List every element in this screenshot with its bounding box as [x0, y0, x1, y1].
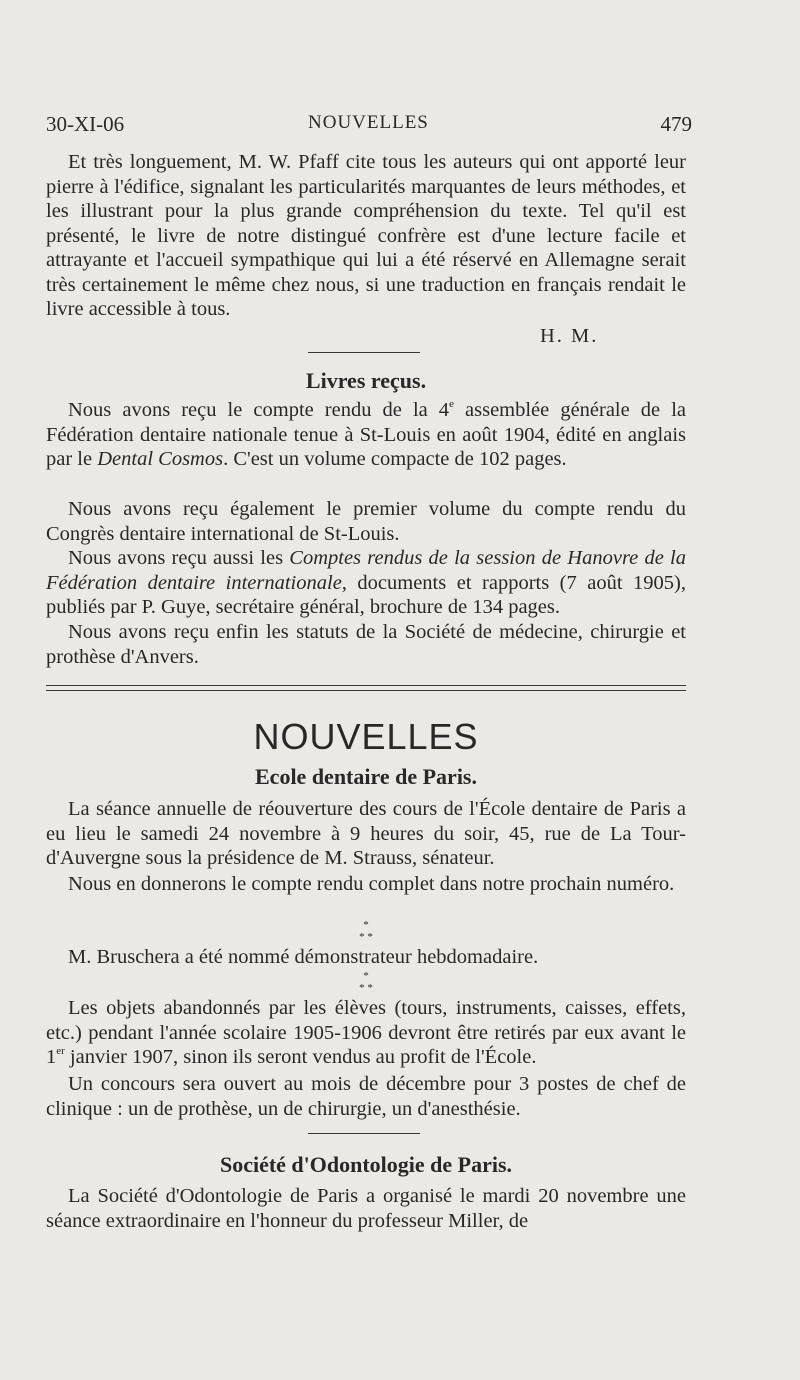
- asterism-bottom: * *: [359, 931, 373, 943]
- asterism-top: *: [363, 919, 369, 931]
- ecole-heading: Ecole dentaire de Paris.: [255, 764, 477, 789]
- livres-paragraph-3: Nous avons reçu aussi les Comptes rendus de la session de Hanovre de la Fédération dentaire internationale, documents et rapports (7 août 1905), publiés par P. Guye, secrétaire général, brochure de 134 pages.: [46, 547, 686, 618]
- ecole-paragraph-2: Nous en donnerons le compte rendu complet dans notre prochain numéro.: [68, 873, 675, 895]
- livres-paragraph-2: Nous avons reçu également le premier volume du compte rendu du Congrès dentaire international de St-Louis.: [46, 498, 686, 545]
- livres-paragraph-4: Nous avons reçu enfin les statuts de la Société de médecine, chirurgie et prothèse d'Anvers.: [46, 621, 686, 668]
- ecole-paragraph-1: La séance annuelle de réouverture des cours de l'École dentaire de Paris a eu lieu le samedi 24 novembre à 9 heures du soir, 45, rue de La Tour-d'Auvergne sous la présidence de M. Strauss, sénateur.: [46, 798, 686, 869]
- section-divider: [308, 352, 420, 353]
- bruschera-paragraph: M. Bruschera a été nommé démonstrateur hebdomadaire.: [68, 946, 539, 968]
- review-paragraph: Et très longuement, M. W. Pfaff cite tous les auteurs qui ont apporté leur pierre à l'édifice, signalant les particularités marquantes de leurs méthodes, et les illustrant pour la plus grande compréhension du texte. Tel qu'il est présenté, le livre de notre distingué confrère est d'une lecture facile et attrayante et l'accueil sympathique qui lui a été réservé en Allemagne serait très certainement le même chez nous, si une traduction en français rendait le livre accessible à tous.: [46, 151, 686, 320]
- page-number: 479: [660, 112, 692, 136]
- section-divider-2: [308, 1133, 420, 1134]
- asterism-top-2: *: [363, 970, 369, 982]
- objets-paragraph: Les objets abandonnés par les élèves (tours, instruments, caisses, effets, etc.) pendant l'année scolaire 1905-1906 devront être retirés par eux avant le 1er janvier 1907, sinon ils seront vendus au profit de l'École.: [46, 997, 686, 1068]
- societe-paragraph: La Société d'Odontologie de Paris a organisé le mardi 20 novembre une séance extraordinaire en l'honneur du professeur Miller, de: [46, 1185, 686, 1232]
- header-section: NOUVELLES: [308, 112, 429, 133]
- societe-heading: Société d'Odontologie de Paris.: [219, 1152, 513, 1177]
- author-signature: H. M.: [540, 325, 599, 347]
- livres-paragraph-1: Nous avons reçu le compte rendu de la 4e assemblée générale de la Fédération dentaire nationale tenue à St-Louis en août 1904, édité en anglais par le Dental Cosmos. C'est un volume compacte de 102 pages.: [46, 398, 686, 470]
- concours-paragraph: Un concours sera ouvert au mois de décembre pour 3 postes de chef de clinique : un de prothèse, un de chirurgie, un d'anesthésie.: [46, 1073, 686, 1120]
- livres-heading: Livres reçus.: [305, 368, 427, 393]
- asterism-bottom-2: * *: [359, 982, 373, 994]
- double-divider: [46, 685, 686, 691]
- running-header: [46, 112, 692, 142]
- nouvelles-title: NOUVELLES: [253, 716, 479, 757]
- header-date: 30-XI-06: [46, 112, 125, 136]
